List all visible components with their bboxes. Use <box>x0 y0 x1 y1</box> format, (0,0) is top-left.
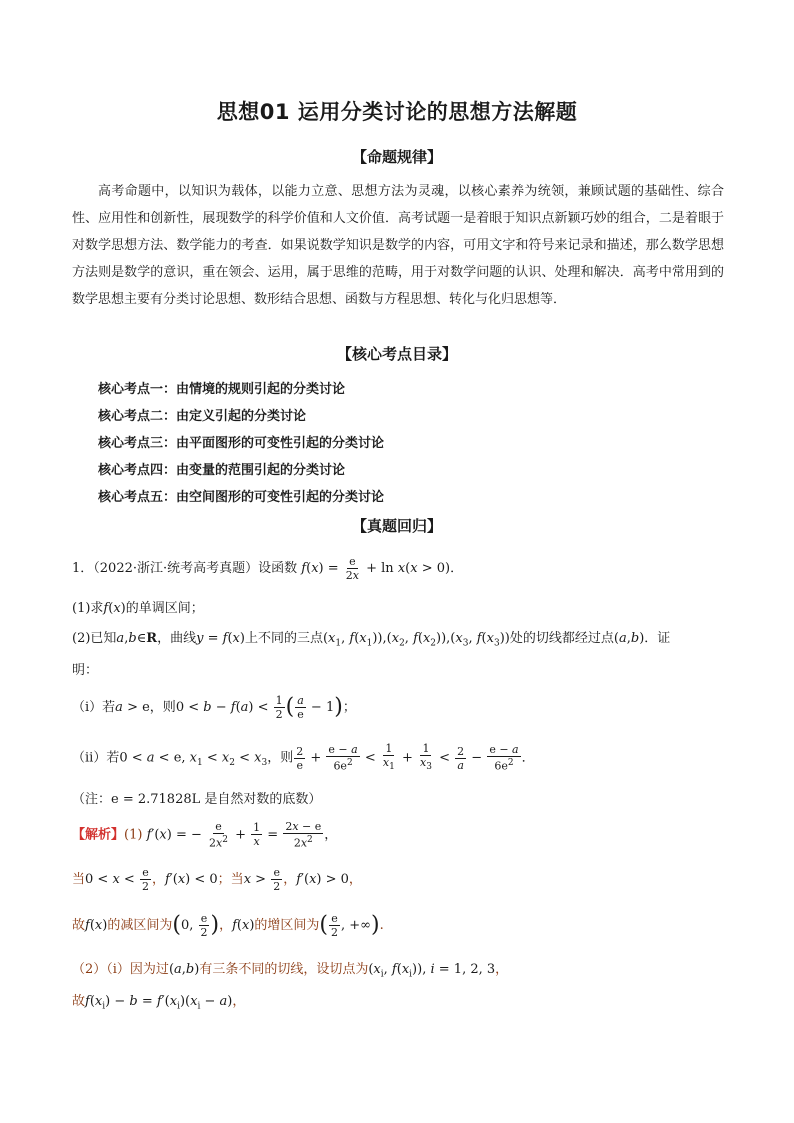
toc-item[interactable]: 核心考点二：由定义引起的分类讨论 <box>98 409 307 424</box>
solution-s1-label: (1) <box>124 827 143 843</box>
problem-part2: (2)已知a,b∈R，曲线y = f(x)上不同的三点($x_1$, $f(x_1)),(x_2$, $f(x_2)),(x_3$, $f(x_3)$)处的切线都经过点(a,b)．证 <box>72 631 671 649</box>
part1-text: (1)求 <box>72 601 104 616</box>
part2-text-a: (2)已知 <box>72 631 117 646</box>
inc-text: 的增区间为 <box>254 918 320 933</box>
section-heading-rules: 【命题规律】 <box>351 148 442 166</box>
problem-sub1: （ⅰ）若a > e，则0 < b − f(a) < $\frac{1}{2}$ ( $\frac{a}{e}$ − 1)； <box>72 694 356 721</box>
sub2-mid: ，则 <box>267 750 294 766</box>
problem-source: （2022·浙江·统考高考真题） <box>93 561 259 576</box>
solution-step-4: （2）（ⅰ）因为过(a,b)有三条不同的切线，设切点为($x_i$, $f(x_i)$), i = 1, 2, 3， <box>72 962 509 980</box>
s2-mid: 有三条不同的切线，设切点为 <box>199 962 369 977</box>
problem-stem: 1．（2022·浙江·统考高考真题）设函数 f(x) = $\frac{e}{2x}$ + ln x(x > 0)． <box>72 555 464 582</box>
when2-text: ；当 <box>217 872 244 887</box>
problem-part2-wrap: 明： <box>72 663 99 678</box>
solution-step-1: 【解析】(1) f′(x) = − $\frac{e}{2x^2}$ + $\frac{1}{x}$ = $\frac{2x - e}{2x^2}$ ， <box>72 820 338 850</box>
part2-text-b: ，曲线 <box>157 631 197 646</box>
sub1-text: （ⅰ）若 <box>72 700 116 715</box>
part2-text-c: 上不同的三点 <box>244 631 323 646</box>
toc-item[interactable]: 核心考点一：由情境的规则引起的分类讨论 <box>98 382 346 397</box>
problem-stem-text: 设函数 <box>258 561 298 576</box>
toc-list <box>98 376 384 511</box>
page-title: 思想01 运用分类讨论的思想方法解题 <box>216 100 578 124</box>
part1-tail: 的单调区间； <box>125 601 204 616</box>
part2-text-d: 处的切线都经过点 <box>509 631 614 646</box>
problem-note: （注：e = 2.71828L 是自然对数的底数） <box>72 792 322 807</box>
section-heading-review: 【真题回归】 <box>351 517 442 535</box>
problem-part1: (1)求f(x)的单调区间； <box>72 601 204 616</box>
toc-item[interactable]: 核心考点三：由平面图形的可变性引起的分类讨论 <box>98 436 385 451</box>
s3-text: 故 <box>72 994 86 1009</box>
solution-step-2: 当0 < x < $\frac{e}{2}$ ，f′(x) < 0；当x > $\frac{e}{2}$ ，f′(x) > 0， <box>72 866 362 893</box>
problem-number: 1． <box>72 561 94 576</box>
intro-paragraph: 高考命题中，以知识为载体，以能力立意、思想方法为灵魂，以核心素养为统领，兼顾试题的基础性、综合性、应用性和创新性，展现数学的科学价值和人文价值．高考试题一是着眼于知识点新颖巧妙的组合，二是着眼于对数学思想方法、数学能力的考查．如果说数学知识是数学的内容，可用文字和符号来记录和描述，那么数学思想方法则是数学的意识，重在领会、运用，属于思维的范畴，用于对数学问题的认识、处理和解决．高考中常用到的数学思想主要有分类讨论思想、数形结合思想、函数与方程思想、转化与化归思想等． <box>72 184 724 307</box>
s2-label: （2）（ⅰ）因为过 <box>72 962 169 977</box>
solution-step-5: 故$f(x_i) - b = f'(x_i)(x_i - a)$， <box>72 994 246 1012</box>
problem-sub2: （ⅱ）若0 < a < e, $x_1 < x_2 < x_3$，则 $\frac{2}{e}$ + $\frac{e - a}{6e^2}$ < $\frac{1}{x_1}$ + $\frac{1}{x_3}$ < $\frac{2}{a}$ − $\frac{e - a}{6e^2}$ ． <box>72 742 535 773</box>
therefore-text: 故 <box>72 918 86 933</box>
formula-f-def: f(x) = $\frac{e}{2x}$ + ln x(x > 0) <box>301 555 451 582</box>
sub1-mid: ，则 <box>149 700 176 715</box>
sub2-text: （ⅱ）若 <box>72 750 120 766</box>
dec-text: 的减区间为 <box>107 918 173 933</box>
toc-item[interactable]: 核心考点四：由变量的范围引起的分类讨论 <box>98 463 346 478</box>
when1-text: 当 <box>72 872 86 887</box>
toc-item[interactable]: 核心考点五：由空间图形的可变性引起的分类讨论 <box>98 490 385 505</box>
solution-tag: 【解析】 <box>72 827 125 843</box>
section-heading-toc: 【核心考点目录】 <box>336 345 457 363</box>
solution-step-3: 故f(x)的减区间为(0, $\frac{e}{2}$ )，f(x)的增区间为( $\frac{e}{2}$ , +∞). <box>72 912 384 939</box>
part2-text-e: ．证 <box>644 631 671 646</box>
